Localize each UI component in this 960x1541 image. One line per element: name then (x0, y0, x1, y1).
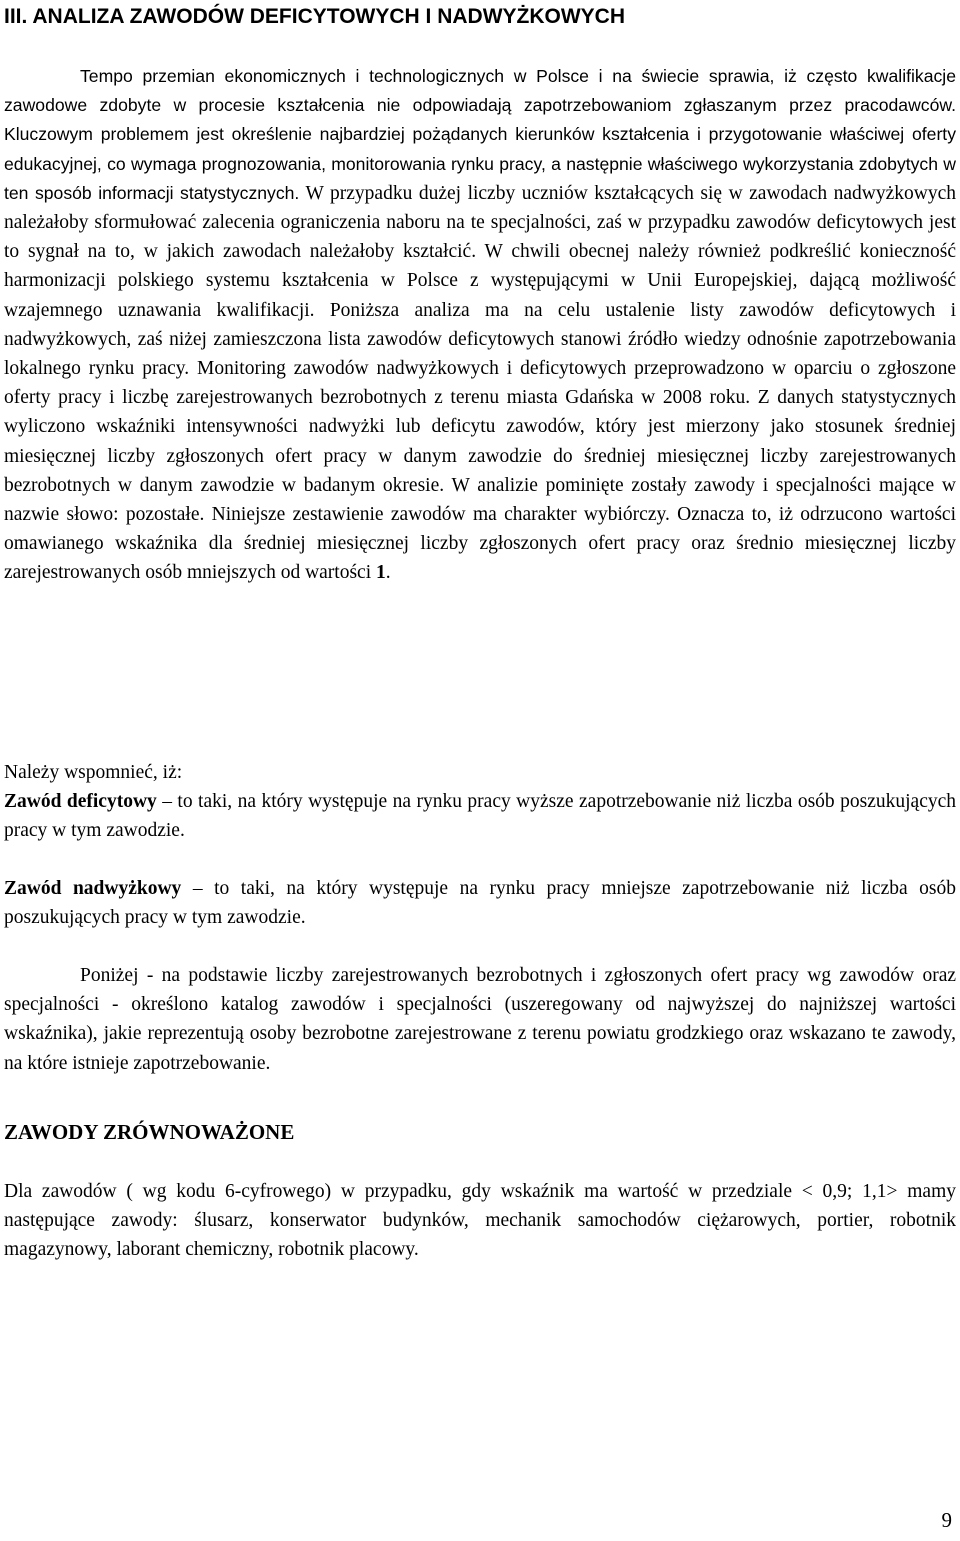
intro-end: . (385, 562, 391, 584)
page-number: 9 (941, 1508, 952, 1532)
definition-text: – to taki, na który występuje na rynku pracy wyższe zapotrzebowanie niż liczba osób poszukujących pracy w tym zawodzie. (4, 791, 956, 842)
intro-text-sans: Tempo przemian ekonomicznych i technologicznych w Polsce i na świecie sprawia, iż często kwalifikacje zawodowe zdobyte w procesie kształcenia nie odpowiadają zapotrzebowaniom zgłaszanym przez pracodawców. Kluczowym problemem jest określenie najbardziej pożądanych kierunków kształcenia i przygotowanie właściwej oferty edukacyjnej, co wymaga prognozowania, monitorowania rynku pracy, a następnie właściwego wykorzystania zdobytych w ten sposób informacji statystycznych. (4, 66, 956, 203)
definition-term: Zawód nadwyżkowy (4, 878, 182, 899)
intro-text-serif: W przypadku dużej liczby uczniów kształcących się w zawodach nadwyżkowych należałoby sformułować zalecenia ograniczenia naboru na te specjalności, zaś w przypadku zawodów deficytowych jest to sygnał na to, w jakich zawodach należałoby kształcić. W chwili obecnej należy również podkreślić konieczność harmonizacji polskiego systemu kształcenia w Polsce z występującymi w Unii Europejskiej, dającą możliwość wzajemnego uznawania kwalifikacji. Poniższa analiza ma na celu ustalenie listy zawodów deficytowych i nadwyżkowych, zaś niżej zamieszczona lista zawodów deficytowych stanowi źródło wiedzy odnośnie zapotrzebowania lokalnego rynku pracy. Monitoring zawodów nadwyżkowych i deficytowych przeprowadzono w oparciu o zgłoszone oferty pracy i liczbę zarejestrowanych bezrobotnych z terenu miasta Gdańska w 2008 roku. Z danych statystycznych wyliczono wskaźniki intensywności nadwyżki lub deficytu zawodów, który jest mierzony jako stosunek średniej miesięcznej liczby zgłoszonych ofert pracy w danym zawodzie do średniej miesięcznej liczby zarejestrowanych bezrobotnych w danym zawodzie w badanym okresie. W analizie pominięte zostały zawody i specjalności mające w nazwie słowo: pozostałe. Niniejsze zestawienie zawodów ma charakter wybiórczy. Oznacza to, iż odrzucono wartości omawianego wskaźnika dla średniej miesięcznej liczby zgłoszonych ofert pracy oraz średnio miesięcznej liczby zarejestrowanych osób mniejszych od wartości (4, 182, 956, 584)
definition-text: – to taki, na który występuje na rynku pracy mniejsze zapotrzebowanie niż liczba osób poszukujących pracy w tym zawodzie. (4, 878, 956, 929)
subsection-heading: ZAWODY ZRÓWNOWAŻONE (4, 1120, 295, 1144)
definition-surplus (4, 874, 956, 932)
section-heading: III. ANALIZA ZAWODÓW DEFICYTOWYCH I NADWYŻKOWYCH (4, 5, 626, 28)
balanced-professions-paragraph: Dla zawodów ( wg kodu 6-cyfrowego) w przypadku, gdy wskaźnik ma wartość w przedziale < 0,9; 1,1> mamy następujące zawody: ślusarz, konserwator budynków, mechanik samochodów ciężarowych, portier, robotnik magazynowy, laborant chemiczny, robotnik placowy. (4, 1181, 956, 1261)
definition-deficit (4, 787, 956, 845)
catalog-paragraph: Poniżej - na podstawie liczby zarejestrowanych bezrobotnych i zgłoszonych ofert pracy wg zawodów oraz specjalności - określono katalog zawodów i specjalności (uszeregowany od najwyższej do najniższej wartości wskaźnika), jakie reprezentują osoby bezrobotne zarejestrowane z terenu powiatu grodzkiego oraz wskazano te zawody, na które istnieje zapotrzebowanie. (4, 965, 956, 1074)
definition-term: Zawód deficytowy (4, 791, 157, 812)
intro-bold-value: 1 (376, 562, 386, 584)
note-line: Należy wspomnieć, iż: (4, 762, 183, 783)
intro-paragraph (4, 62, 956, 588)
